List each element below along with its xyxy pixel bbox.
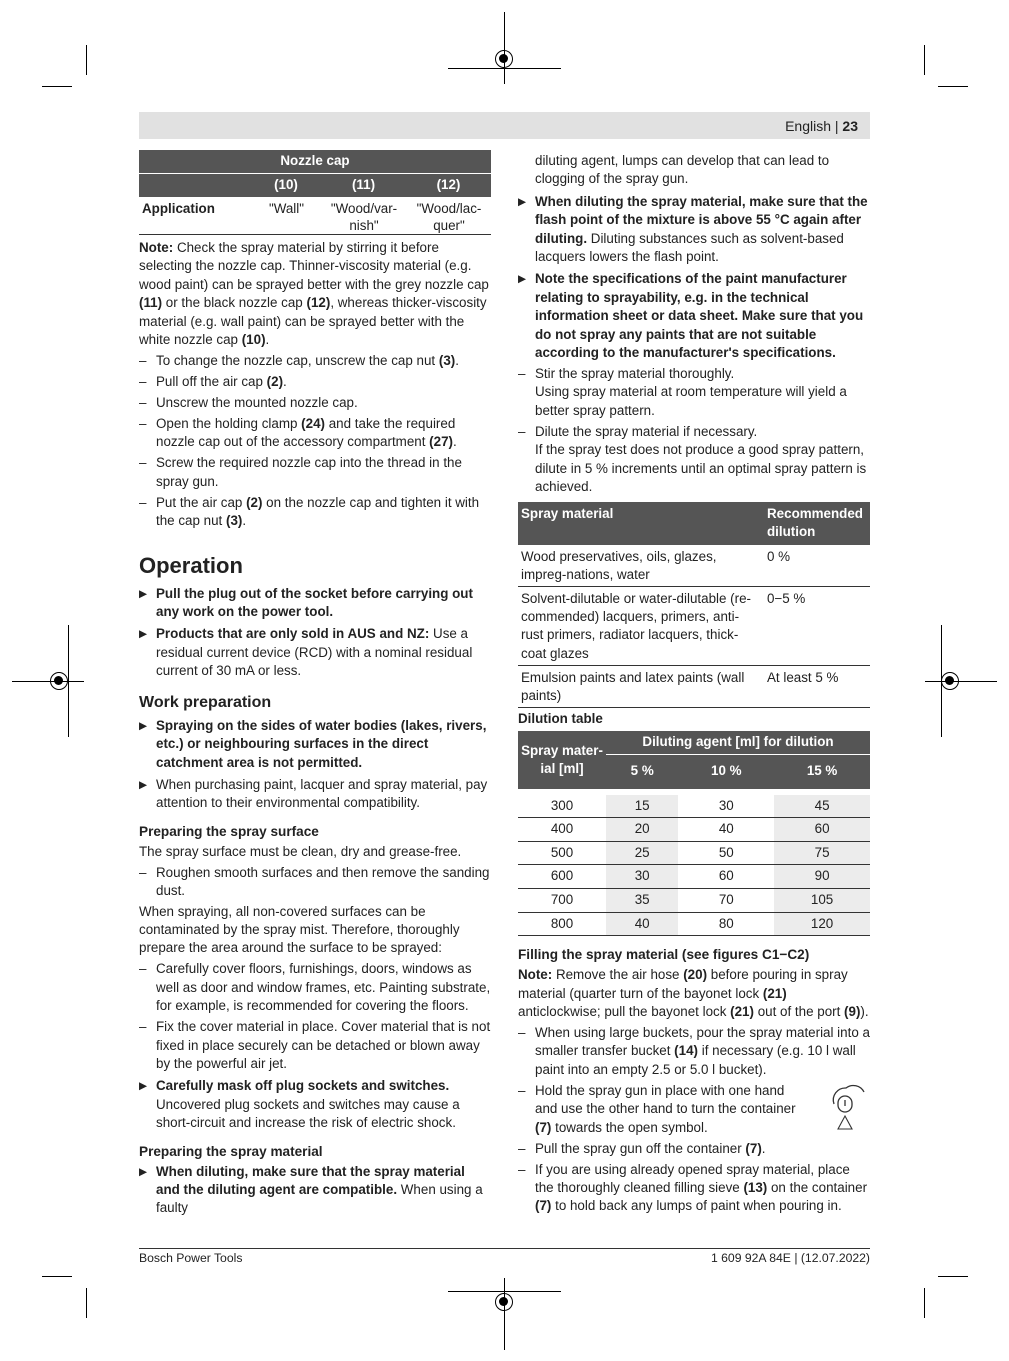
material-heading: Preparing the spray material <box>139 1143 323 1159</box>
step-item: – Stir the spray material thoroughly. Using spray material at room temperature will yield a better spray pattern. <box>518 365 870 420</box>
spray-col-dilution: Recommended dilution <box>764 502 870 545</box>
step-item: – Pull the spray gun off the container (7). <box>518 1140 870 1158</box>
registration-mark <box>941 672 959 690</box>
left-column <box>139 150 491 1218</box>
spray-material-cell: Emulsion paints and latex paints (wall paints) <box>518 665 764 707</box>
header-language: English | 23 <box>785 118 858 134</box>
step-item: – Unscrew the mounted nozzle cap. <box>139 394 491 412</box>
warning-item: ▶ Carefully mask off plug sockets and switches. Uncovered plug sockets and switches may cause a short-circuit and increase the risk of electric shock. <box>139 1077 491 1132</box>
warning-item: ▶ When diluting the spray material, make sure that the flash point of the mixture is above 55 °C again after diluting. Diluting substances such as solvent-based lacquers lowers the flash point. <box>518 193 870 267</box>
crop-mark <box>504 12 505 84</box>
note-text: , whereas thicker-viscosity material (e.g. wall paint) can be sprayed better with the white nozzle cap <box>139 295 487 348</box>
footer-brand: Bosch Power Tools <box>139 1251 243 1265</box>
warning-item: ▶ When diluting, make sure that the spray material and the diluting agent are compatible. When using a faulty <box>139 1163 491 1218</box>
crop-mark <box>42 1276 72 1277</box>
warning-item: ▶ Pull the plug out of the socket before carrying out any work on the power tool. <box>139 585 491 622</box>
dilution-table-title: Dilution table <box>518 711 603 727</box>
crop-mark <box>924 45 925 75</box>
nozzle-cap-table <box>139 150 491 235</box>
step-item: – Roughen smooth surfaces and then remove the sanding dust. <box>139 864 491 901</box>
table-row: 600 30 60 90 <box>518 865 870 889</box>
crop-mark <box>448 68 561 69</box>
operation-heading: Operation <box>139 552 243 578</box>
crop-mark <box>938 1276 968 1277</box>
table-row: 400 20 40 60 <box>518 818 870 842</box>
step-item: – Open the holding clamp (24) and take the required nozzle cap out of the accessory compartment (27). <box>139 415 491 452</box>
nozzle-col-10: (10) <box>251 174 321 198</box>
crop-mark <box>86 45 87 75</box>
spray-dilution-cell: 0−5 % <box>764 586 870 665</box>
page-number: 23 <box>842 118 858 134</box>
dilution-group-header: Diluting agent [ml] for dilution <box>606 731 870 755</box>
ref: (10) <box>241 332 266 348</box>
surface-text: The spray surface must be clean, dry and grease-free. <box>139 843 462 859</box>
dilution-col-5: 5 % <box>606 754 678 789</box>
right-column <box>518 152 870 1216</box>
step-item: – If you are using already opened spray material, place the thoroughly cleaned filling sieve (13) on the container (7) to hold back any lumps of paint when pouring in. <box>518 1161 870 1216</box>
table-row: 500 25 50 75 <box>518 841 870 865</box>
registration-mark <box>50 672 68 690</box>
nozzle-cell-varnish: "Wood/var-nish" <box>321 197 406 235</box>
continued-text: diluting agent, lumps can develop that can lead to clogging of the spray gun. <box>535 153 830 187</box>
spray-material-cell: Solvent-dilutable or water-dilutable (re-commended) lacquers, primers, anti-rust primers, radiator lacquers, thick-coat glazes <box>518 586 764 665</box>
nozzle-col-12: (12) <box>406 174 491 198</box>
note-text: or the black nozzle cap <box>162 295 307 311</box>
page-header <box>139 112 870 139</box>
table-row: 800 40 80 120 <box>518 912 870 936</box>
table-row <box>518 586 870 665</box>
nozzle-note <box>139 239 491 349</box>
nozzle-table-title: Nozzle cap <box>139 150 491 174</box>
work-preparation-heading: Work preparation <box>139 693 272 711</box>
ref: (11) <box>139 295 163 311</box>
crop-mark <box>42 86 72 87</box>
step-item: – Put the air cap (2) on the nozzle cap and tighten it with the cap nut (3). <box>139 494 491 531</box>
filling-note: Note: Remove the air hose (20) before pouring in spray material (quarter turn of the bayonet lock (21) anticlockwise; pull the bayonet lock (21) out of the port (9)). <box>518 967 869 1019</box>
table-row <box>518 665 870 707</box>
step-item: – Fix the cover material in place. Cover material that is not fixed in place securely can be detached or blown away by the powerful air jet. <box>139 1018 491 1073</box>
footer-doc-ref: 1 609 92A 84E | (12.07.2022) <box>710 1251 870 1265</box>
filling-heading: Filling the spray material (see figures C1−C2) <box>518 947 810 963</box>
step-item: – Carefully cover floors, furnishings, doors, windows as well as door and window frames, etc. Painting substrate, for example, is recommended for covering the floors. <box>139 960 491 1015</box>
spray-col-material: Spray material <box>518 502 764 545</box>
surface-text-2: When spraying, all non-covered surfaces can be contaminated by the spray mist. Therefore, thoroughly prepare the area around the surface to be sprayed: <box>139 903 460 956</box>
ref: (12) <box>306 295 331 311</box>
note-label: Note: <box>139 240 174 255</box>
crop-mark <box>86 1288 87 1318</box>
crop-mark <box>504 1278 505 1350</box>
unlock-icon <box>828 1082 868 1130</box>
step-item: – Dilute the spray material if necessary. If the spray test does not produce a good spray pattern, dilute in 5 % increments until an optimal spray pattern is achieved. <box>518 423 870 497</box>
spray-dilution-cell: 0 % <box>764 545 870 587</box>
info-item: ▶ When purchasing paint, lacquer and spray material, pay attention to their environmental compatibility. <box>139 776 491 813</box>
crop-mark <box>938 86 968 87</box>
dilution-table <box>518 731 870 937</box>
nozzle-cell-lacquer: "Wood/lac-quer" <box>406 197 491 235</box>
table-row: 300 15 30 45 <box>518 795 870 818</box>
crop-mark <box>924 1288 925 1318</box>
warning-item: ▶ Note the specifications of the paint manufacturer relating to sprayability, e.g. in the technical information sheet or data sheet. Make sure that you do not spray any paints that are not suitable according to the manufacturer's specifications. <box>518 270 870 362</box>
spray-material-cell: Wood preservatives, oils, glazes, impreg-nations, water <box>518 545 764 587</box>
table-row: 700 35 70 105 <box>518 888 870 912</box>
dilution-col-material: Spray mater-ial [ml] <box>518 731 606 789</box>
language-label: English <box>785 118 831 134</box>
note-text: Check the spray material by stirring it before selecting the nozzle cap. Thinner-viscosity material (e.g. wood paint) can be sprayed better with the grey nozzle cap <box>139 240 489 292</box>
step-item: – Pull off the air cap (2). <box>139 373 491 391</box>
surface-heading: Preparing the spray surface <box>139 823 319 839</box>
dilution-col-15: 15 % <box>774 754 870 789</box>
nozzle-header-empty <box>139 174 251 198</box>
warning-item: ▶ Spraying on the sides of water bodies (lakes, rivers, etc.) or neighbouring surfaces in the direct catchment area is not permitted. <box>139 717 491 772</box>
step-item: – Hold the spray gun in place with one hand and use the other hand to turn the container (7) towards the open symbol. <box>518 1082 870 1137</box>
step-item: – When using large buckets, pour the spray material into a smaller transfer bucket (14) if necessary (e.g. 10 l wall paint into an empty 2.5 or 5.0 l bucket). <box>518 1024 870 1079</box>
registration-mark <box>495 50 513 68</box>
table-row <box>518 545 870 587</box>
nozzle-cell-wall: "Wall" <box>251 197 321 235</box>
warning-item: ▶ Products that are only sold in AUS and NZ: Use a residual current device (RCD) with a nominal residual current of 30 mA or less. <box>139 625 491 680</box>
dilution-col-10: 10 % <box>678 754 774 789</box>
spray-dilution-cell: At least 5 % <box>764 665 870 707</box>
step-item: – Screw the required nozzle cap into the thread in the spray gun. <box>139 454 491 491</box>
nozzle-col-11: (11) <box>321 174 406 198</box>
spray-material-table <box>518 502 870 709</box>
note-text: . <box>265 332 270 348</box>
crop-mark <box>12 681 84 682</box>
crop-mark <box>925 681 997 682</box>
registration-mark <box>495 1293 513 1311</box>
step-item: – To change the nozzle cap, unscrew the cap nut (3). <box>139 352 491 370</box>
crop-mark <box>448 1291 561 1292</box>
page-footer <box>139 1248 870 1265</box>
nozzle-row-label: Application <box>139 197 251 235</box>
